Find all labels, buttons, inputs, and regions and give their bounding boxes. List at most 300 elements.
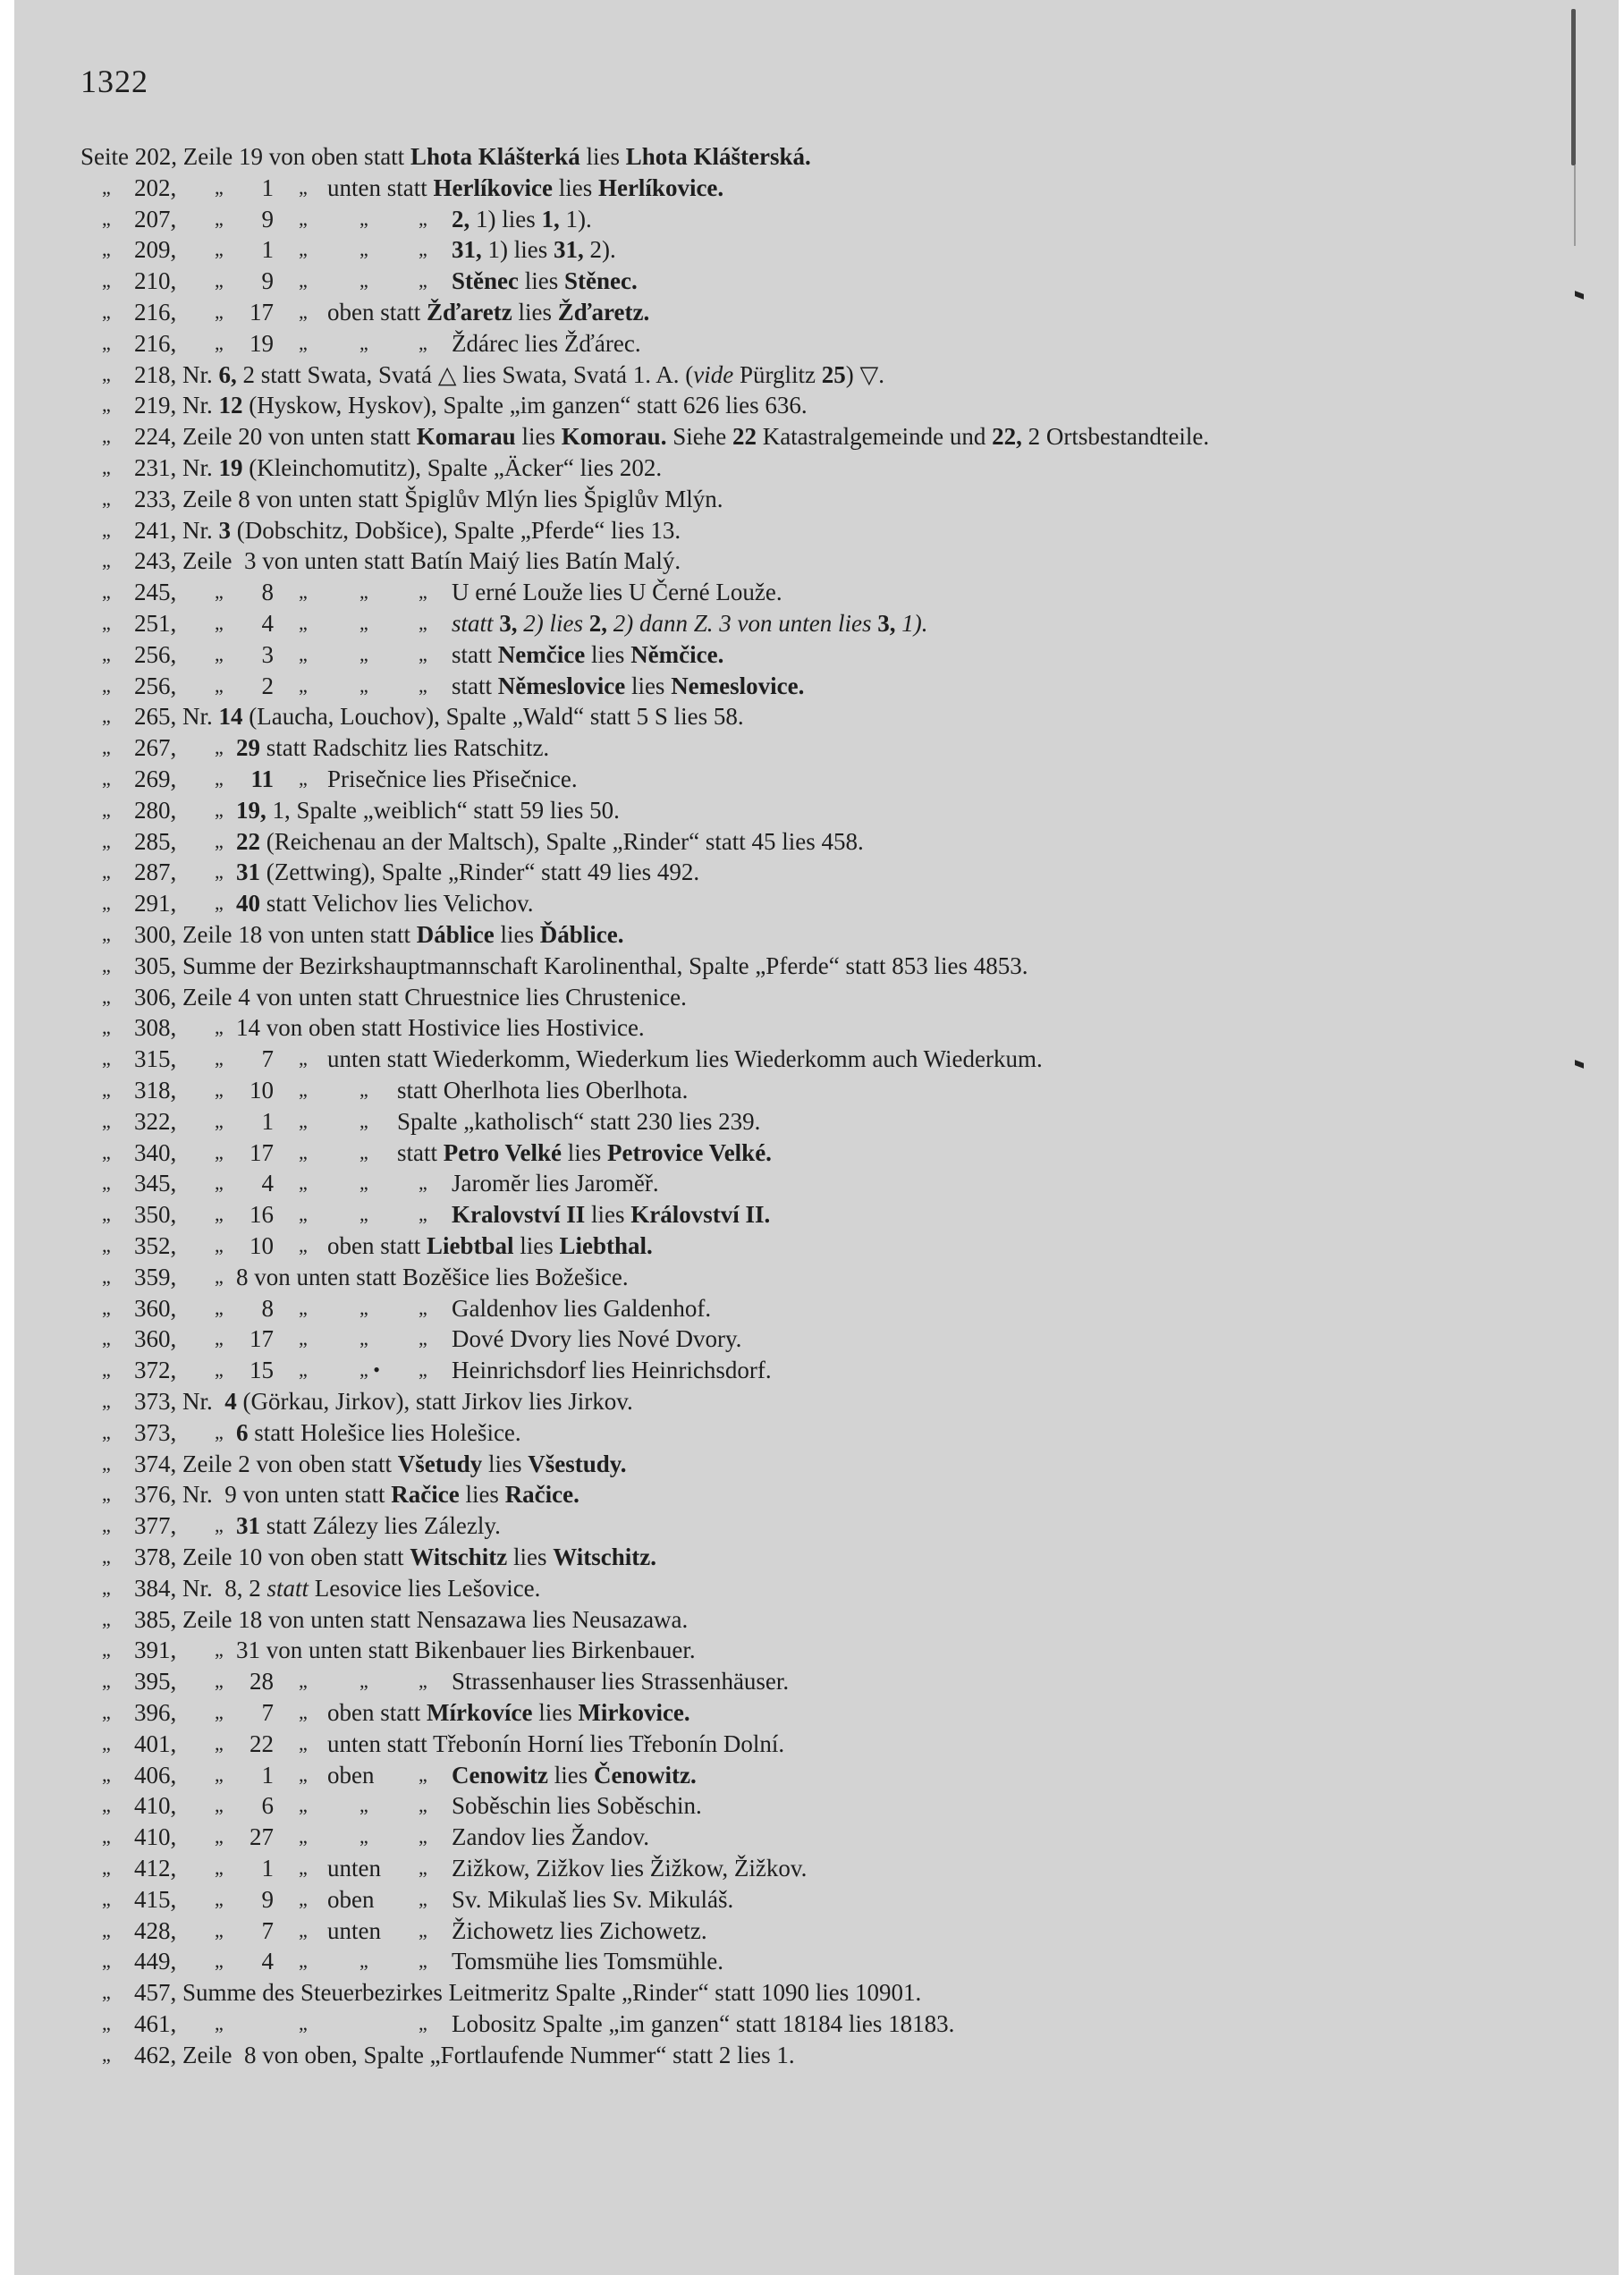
scan-artifact (1574, 165, 1576, 246)
entry-text (452, 639, 723, 670)
ditto-mark: „ (299, 1234, 308, 1256)
errata-entry (14, 1729, 1588, 1759)
ditto-mark: „ (299, 1358, 308, 1382)
ditto-mark: „ (102, 1701, 111, 1723)
text-run: Lobositz Spalte „im ganzen“ statt 18184 lies 18183. (452, 2010, 955, 2037)
ditto-mark: „ (102, 798, 111, 821)
ditto-mark: „ (215, 1794, 224, 1817)
ditto-mark: „ (299, 673, 308, 697)
page-ref: 410, (134, 1792, 177, 1820)
text-run: 1). (559, 205, 592, 233)
page-ref: 377, (134, 1512, 177, 1540)
line-number: 22 (250, 1730, 274, 1757)
line-number: 1 (261, 1855, 274, 1882)
errata-entry (14, 1822, 1588, 1852)
line-number: 3 (261, 640, 274, 668)
ditto-mark: „ (419, 1949, 427, 1973)
ditto-mark: „ (215, 1856, 224, 1879)
ditto-mark: „ (299, 207, 308, 230)
ditto-mark: „ (359, 1203, 368, 1226)
italic-text: statt (266, 1574, 309, 1602)
page-ref: 287, (134, 858, 177, 886)
ditto-mark: „ (419, 1794, 427, 1817)
italic-text: vide (693, 360, 734, 388)
bold-correction: Herlíkovice. (597, 173, 724, 201)
ditto-mark: „ (419, 331, 427, 354)
ditto-mark: „ (359, 1825, 368, 1848)
errata-entry (14, 1075, 1588, 1105)
text-run: 8 von unten statt Bozěšice lies Božešice. (236, 1263, 629, 1290)
text-run: ) ▽. (845, 360, 884, 388)
entry-text (134, 1542, 656, 1572)
text-run: Strassenhauser lies Strassenhäuser. (452, 1668, 790, 1696)
text-run: Zandov lies Žandov. (452, 1823, 649, 1851)
text-run: lies (561, 1138, 607, 1166)
text-run: Lesovice lies Lešovice. (309, 1574, 541, 1602)
text-run: statt (397, 1138, 444, 1166)
entry-text (452, 1355, 772, 1385)
ditto-mark: „ (102, 1887, 111, 1910)
ditto-mark: „ (299, 1731, 308, 1755)
errata-entry (14, 1231, 1588, 1261)
errata-entry (14, 1573, 1588, 1603)
text-run: 2 Ortsbestandteile. (1021, 423, 1210, 451)
ditto-mark: „ (299, 175, 308, 199)
errata-entry (14, 1324, 1588, 1354)
bold-correction: 1, (541, 205, 560, 233)
entry-text (452, 266, 638, 296)
ditto-mark: „ (359, 1140, 368, 1163)
entry-text (327, 1231, 653, 1261)
text-run: Jaromĕr lies Jaroměř. (452, 1170, 659, 1197)
bold-correction: 2, (588, 610, 608, 637)
errata-entry (14, 359, 1588, 390)
text-run: 385, Zeile 18 von unten statt Nensazawa lies Neusazawa. (134, 1605, 689, 1633)
ditto-mark: „ (419, 1918, 427, 1941)
entry-text (134, 1604, 688, 1635)
errata-entry (14, 390, 1588, 420)
bold-correction: 22, (992, 423, 1022, 451)
line-number: 7 (261, 1699, 274, 1726)
line-number: 1 (261, 173, 274, 201)
entry-text (452, 234, 616, 265)
errata-entry (14, 1635, 1588, 1665)
page-ref: 256, (134, 640, 177, 668)
entry-text (452, 1168, 659, 1198)
entry-text (134, 359, 884, 390)
ditto-mark: „ (299, 1825, 308, 1848)
ditto-mark: „ (102, 673, 111, 697)
page-ref: 461, (134, 2010, 177, 2037)
text-run: lies (459, 1481, 505, 1509)
ditto-mark: „ (359, 331, 368, 354)
errata-entry (14, 857, 1588, 887)
ditto-mark: „ (215, 1140, 224, 1163)
entry-text (236, 1262, 629, 1292)
errata-entry (14, 1760, 1588, 1790)
text-run: 233, Zeile 8 von unten statt Špiglův Mlýn lies Špiglův Mlýn. (134, 485, 723, 512)
ditto-mark: „ (299, 300, 308, 323)
entry-text (134, 421, 1209, 452)
line-number: 9 (261, 205, 274, 233)
text-run: lies (515, 423, 562, 451)
page-ref: 251, (134, 610, 177, 637)
text-run: unten statt Wiederkomm, Wiederkum lies Wiederkomm auch Wiederkum. (327, 1045, 1043, 1073)
page-ref: 449, (134, 1948, 177, 1975)
ditto-mark: „ (419, 1825, 427, 1848)
text-run: 374, Zeile 2 von oben statt (134, 1450, 398, 1477)
line-number: 11 (250, 765, 274, 792)
bold-correction: 19 (218, 454, 243, 481)
page-ref: 256, (134, 672, 177, 699)
text-run: Ždárec lies Žďárec. (452, 329, 641, 357)
ditto-mark: „ (419, 1763, 427, 1786)
page-ref: 412, (134, 1855, 177, 1882)
bold-correction: Petro Velké (443, 1138, 562, 1166)
line-number: 8 (261, 579, 274, 606)
text-run: 231, Nr. (134, 454, 219, 481)
text-run: U erné Louže lies U Černé Louže. (452, 579, 782, 606)
text-run: lies (585, 1201, 631, 1229)
bold-correction: Nemeslovice. (671, 672, 805, 699)
ditto-mark: „ (215, 1171, 224, 1195)
page-ref: 216, (134, 329, 177, 357)
bold-correction: Herlíkovice (433, 173, 553, 201)
errata-entry (14, 1697, 1588, 1728)
text-run: (Dobschitz, Dobšice), Spalte „Pferde“ lies 13. (231, 516, 681, 544)
ditto-mark: „ (102, 1296, 111, 1319)
text-run: 306, Zeile 4 von unten statt Chruestnice lies Chrustenice. (134, 983, 687, 1011)
ditto-mark: „ (102, 331, 111, 354)
page-ref: 207, (134, 205, 177, 233)
entry-text (327, 297, 649, 327)
bold-correction: 31 (236, 858, 260, 886)
ditto-mark: „ (102, 1327, 111, 1350)
line-number: 1 (261, 236, 274, 264)
entry-text (452, 1884, 733, 1915)
text-run: Katastralgemeinde und (756, 423, 993, 451)
bold-correction: Němčice. (630, 640, 724, 668)
ditto-mark: „ (299, 238, 308, 261)
ditto-mark: „ (215, 1016, 224, 1039)
text-run: Galdenhov lies Galdenhof. (452, 1294, 712, 1322)
errata-entry (14, 1853, 1588, 1883)
text-run: 2 statt Swata, Svatá △ lies Swata, Svatá 1. A. ( (236, 360, 694, 388)
direction-word: unten (327, 1855, 381, 1882)
entry-text (134, 515, 681, 545)
errata-entry (14, 919, 1588, 950)
ditto-mark: „ (419, 642, 427, 665)
bold-correction: Kralovství II (452, 1201, 586, 1229)
ditto-mark: „ (102, 1203, 111, 1226)
text-run: lies (507, 1543, 554, 1570)
ditto-mark: „ (215, 860, 224, 884)
page-ref: 360, (134, 1325, 177, 1353)
text-run: (Hyskow, Hyskov), Spalte „im ganzen“ statt 626 lies 636. (242, 392, 808, 419)
line-number: 7 (261, 1045, 274, 1073)
line-number: 17 (250, 1138, 274, 1166)
ditto-mark: „ (102, 486, 111, 510)
ditto-mark: „ (102, 1514, 111, 1537)
line-number: 16 (250, 1201, 274, 1229)
text-run: statt Velichov lies Velichov. (260, 890, 534, 918)
ditto-mark: „ (102, 1670, 111, 1693)
text-run: statt Holešice lies Holešice. (248, 1418, 521, 1446)
line-number: 4 (261, 610, 274, 637)
line-number: 2 (261, 672, 274, 699)
ditto-mark: „ (215, 331, 224, 354)
text-run: Seite 202, Zeile 19 von oben statt (80, 143, 410, 170)
ditto-mark: „ (215, 269, 224, 292)
text-run: 378, Zeile 10 von oben statt (134, 1543, 410, 1570)
ditto-mark: „ (299, 1171, 308, 1195)
text-run: Žichowetz lies Zichowetz. (452, 1916, 707, 1944)
text-run: lies (552, 173, 598, 201)
ditto-mark: „ (102, 2042, 111, 2066)
ditto-mark: „ (299, 1794, 308, 1817)
ditto-mark: „ (215, 238, 224, 261)
italic-text: 2) dann Z. 3 von unten lies (607, 610, 878, 637)
ditto-mark: „ (102, 1856, 111, 1879)
ditto-mark: „ (215, 1514, 224, 1537)
entry-text (397, 1138, 772, 1168)
ditto-mark: „ (215, 1731, 224, 1755)
entry-text (134, 982, 687, 1012)
ditto-mark: „ (419, 612, 427, 634)
ditto-mark: „ (359, 642, 368, 665)
bold-correction: 19, (236, 796, 266, 824)
entry-text (236, 1510, 501, 1541)
text-run: oben statt (327, 1232, 427, 1259)
bold-correction: Liebthal. (559, 1232, 653, 1259)
errata-entry (14, 1044, 1588, 1074)
ditto-mark: „ (359, 1949, 368, 1973)
text-run: lies (585, 640, 631, 668)
page-ref: 391, (134, 1636, 177, 1664)
entry-text (452, 1293, 711, 1324)
errata-entry (14, 1012, 1588, 1043)
entry-text (134, 1386, 633, 1417)
entry-text (452, 1822, 649, 1852)
text-run: 224, Zeile 20 von unten statt (134, 423, 417, 451)
errata-entry (14, 764, 1588, 794)
ditto-mark: „ (102, 425, 111, 448)
bold-correction: Mirkovice. (578, 1699, 690, 1726)
text-run: lies (532, 1699, 579, 1726)
text-run: Dové Dvory lies Nové Dvory. (452, 1325, 742, 1353)
ditto-mark: „ (359, 1078, 368, 1101)
direction-word: unten (327, 1916, 381, 1944)
text-run: (Zettwing), Spalte „Rinder“ statt 49 lies 492. (260, 858, 700, 886)
ditto-mark: „ (299, 269, 308, 292)
bold-correction: 2, (452, 205, 470, 233)
errata-entry (14, 484, 1588, 514)
text-run: unten statt Třebonín Horní lies Třebonín Dolní. (327, 1730, 785, 1757)
direction-word: oben (327, 1761, 375, 1789)
line-number: 8 (261, 1294, 274, 1322)
bold-correction: Mírkovíce (426, 1699, 533, 1726)
line-number: 17 (250, 1325, 274, 1353)
errata-entry (14, 421, 1588, 452)
text-run: 241, Nr. (134, 516, 219, 544)
ditto-mark: „ (359, 1794, 368, 1817)
text-run: (Laucha, Louchov), Spalte „Wald“ statt 5 S lies 58. (242, 703, 744, 731)
ditto-mark: „ (102, 1825, 111, 1848)
line-number: 1 (261, 1107, 274, 1135)
bold-correction: Žďaretz. (557, 299, 650, 326)
entry-text (452, 328, 641, 359)
bold-correction: 29 (236, 734, 260, 762)
bold-correction: 31, (554, 236, 584, 264)
ditto-mark: „ (299, 331, 308, 354)
ditto-mark: „ (299, 612, 308, 634)
errata-entry (14, 1542, 1588, 1572)
bold-correction: Komorau. (561, 423, 667, 451)
errata-entry (14, 795, 1588, 825)
ditto-mark: „ (215, 207, 224, 230)
text-run: 218, Nr. (134, 360, 219, 388)
ditto-mark: „ (102, 829, 111, 852)
ditto-mark: „ (215, 892, 224, 915)
ditto-mark: „ (419, 1670, 427, 1693)
page-ref: 373, (134, 1418, 177, 1446)
ditto-mark: „ (215, 1264, 224, 1288)
entry-text (134, 2040, 795, 2070)
page-ref: 340, (134, 1138, 177, 1166)
text-run: 373, Nr. (134, 1388, 225, 1415)
ditto-mark: „ (102, 1140, 111, 1163)
ditto-mark: „ (215, 1203, 224, 1226)
page-ref: 318, (134, 1077, 177, 1104)
errata-entry (14, 452, 1588, 483)
line-number: 27 (250, 1823, 274, 1851)
line-number: 9 (261, 1885, 274, 1913)
ditto-mark: „ (215, 2012, 224, 2034)
ditto-mark: „ (102, 456, 111, 478)
errata-entry (14, 204, 1588, 234)
entry-text (452, 2009, 954, 2039)
bold-correction: 6 (236, 1418, 249, 1446)
ditto-mark: „ (419, 2012, 427, 2034)
entry-text (236, 1012, 645, 1043)
entry-text (134, 951, 1028, 981)
errata-entry (14, 1479, 1588, 1510)
entry-text (452, 1324, 741, 1354)
bold-correction: 40 (236, 890, 260, 918)
bold-correction: Stěnec. (563, 267, 638, 295)
entry-text (452, 608, 928, 639)
text-run: Prisečnice lies Přisečnice. (327, 765, 578, 792)
line-number: 19 (250, 329, 274, 357)
line-number: 28 (250, 1668, 274, 1696)
bold-correction: Lhota Klášterská. (625, 143, 811, 170)
errata-entry (14, 1138, 1588, 1168)
errata-entry (14, 1884, 1588, 1915)
line-number: 4 (261, 1948, 274, 1975)
page-ref: 202, (134, 173, 177, 201)
ditto-mark: „ (215, 829, 224, 852)
errata-entry (14, 1262, 1588, 1292)
ditto-mark: „ (419, 238, 427, 261)
entry-text (134, 919, 623, 950)
page-ref: 415, (134, 1885, 177, 1913)
ditto-mark: „ (215, 300, 224, 323)
bold-correction: Království II. (630, 1201, 771, 1229)
bold-correction: 3, (499, 610, 518, 637)
text-run: Pürglitz (733, 360, 822, 388)
entry-text (134, 452, 662, 483)
ditto-mark: „ (299, 642, 308, 665)
page-ref: 372, (134, 1357, 177, 1384)
errata-entry (14, 1790, 1588, 1821)
ditto-mark: „ (215, 1327, 224, 1350)
bold-correction: Stěnec (452, 267, 519, 295)
page-ref: 216, (134, 299, 177, 326)
ditto-mark: „ (102, 736, 111, 759)
entry-text (134, 1573, 540, 1603)
ditto-mark: „ (102, 2012, 111, 2034)
ditto-mark: „ (215, 1670, 224, 1693)
page-number: 1322 (80, 63, 148, 99)
errata-entry (14, 1449, 1588, 1479)
ditto-mark: „ (102, 1420, 111, 1443)
errata-entry (14, 671, 1588, 701)
ditto-mark: „ (299, 1763, 308, 1786)
page-ref: 308, (134, 1014, 177, 1042)
text-run: statt Zálezy lies Zálezly. (260, 1512, 501, 1540)
errata-entry (14, 1199, 1588, 1230)
errata-entry (14, 1510, 1588, 1541)
entry-text (134, 484, 723, 514)
ditto-mark: „ (419, 1856, 427, 1879)
errata-entry (14, 1946, 1588, 1976)
page-ref: 245, (134, 579, 177, 606)
ditto-mark: „ (215, 1234, 224, 1256)
bold-correction: 25 (821, 360, 846, 388)
text-run: statt Oherlhota lies Oberlhota. (397, 1077, 689, 1104)
text-run: 457, Summe des Steuerbezirkes Leitmeritz Spalte „Rinder“ statt 1090 lies 10901. (134, 1979, 922, 2007)
text-run: lies (513, 1232, 560, 1259)
text-run: 243, Zeile 3 von unten statt Batín Maiý lies Batín Malý. (134, 547, 681, 575)
ditto-mark: „ (102, 549, 111, 572)
errata-entry (14, 701, 1588, 732)
ditto-mark: „ (102, 1607, 111, 1630)
ditto-mark: „ (102, 923, 111, 945)
errata-entry (14, 639, 1588, 670)
ditto-mark: „ (419, 1887, 427, 1910)
italic-text: 1). (895, 610, 928, 637)
ditto-mark: „ (419, 1203, 427, 1226)
bold-correction: Všetudy (397, 1450, 483, 1477)
ditto-mark: „ (419, 1296, 427, 1319)
text-run: Spalte „katholisch“ statt 230 lies 239. (397, 1107, 761, 1135)
ditto-mark: „ (102, 953, 111, 977)
ditto-mark: „ (299, 1949, 308, 1973)
page-ref: 395, (134, 1668, 177, 1696)
bold-correction: Witschitz. (553, 1543, 656, 1570)
bold-correction: 4 (224, 1388, 237, 1415)
bold-correction: 6, (218, 360, 237, 388)
ditto-mark: „ (102, 1358, 111, 1382)
entry-text (452, 671, 804, 701)
ditto-mark: „ (215, 1109, 224, 1132)
page-ref: 406, (134, 1761, 177, 1789)
errata-entry (14, 328, 1588, 359)
entry-text (236, 1635, 696, 1665)
ditto-mark: „ (299, 2012, 308, 2034)
ditto-mark: „ (299, 1887, 308, 1910)
scan-artifact (1571, 9, 1576, 165)
